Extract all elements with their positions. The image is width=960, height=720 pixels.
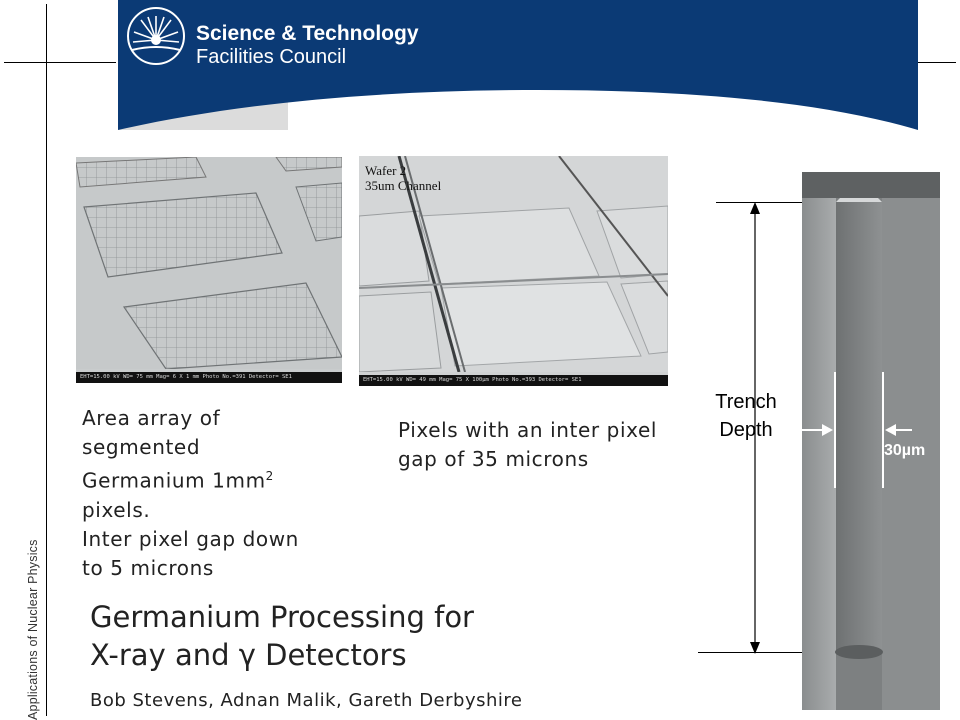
sidebar-course-title: Applications of Nuclear Physics: [26, 539, 40, 720]
left-frame-line: [46, 4, 47, 716]
org-name-line2: Facilities Council: [196, 46, 347, 68]
slide-title: [90, 598, 474, 674]
org-name-line1: Science & Technology: [196, 22, 419, 45]
array-caption-superscript: 2: [265, 469, 274, 483]
trench-label-line1: Trench: [715, 391, 777, 413]
array-caption-line4: pixels.: [82, 497, 151, 522]
pixel-caption-line2: gap of 35 microns: [398, 447, 589, 471]
sunburst-logo-icon: [126, 6, 186, 66]
array-sem-graphic: [76, 157, 342, 369]
width-label: 30µm: [884, 442, 926, 459]
slide-title-line1: Germanium Processing for: [90, 600, 474, 634]
width-arrow-left: [796, 422, 834, 438]
width-marker-left: [834, 372, 836, 488]
trench-sem-image: [802, 172, 940, 710]
pixel-sem-image: [359, 156, 668, 386]
pixel-sem-info: EHT=15.00 kV WD= 49 mm Mag= 75 X 100µm Photo No.=393 Detector= SE1: [359, 375, 668, 386]
width-arrow-right: [884, 422, 914, 438]
org-logo: [126, 6, 186, 66]
pixel-sem-label-line1: Wafer 2: [365, 163, 407, 178]
array-caption-line1: Area array of: [82, 406, 221, 430]
top-left-rule: [4, 62, 116, 63]
array-caption-line3-text: Germanium 1mm: [82, 468, 266, 493]
pixel-sem-label-line2: 35um Channel: [365, 178, 442, 193]
pixel-caption-line1: Pixels with an inter pixel: [398, 418, 658, 442]
array-caption: [82, 404, 362, 583]
trench-sem-graphic: [802, 172, 940, 710]
array-caption-line3: [82, 462, 362, 496]
array-sem-info: EHT=15.00 kV WD= 75 mm Mag= 6 X 1 mm Photo No.=391 Detector= SE1: [76, 372, 342, 383]
array-caption-line2: segmented: [82, 435, 201, 459]
authors: Bob Stevens, Adnan Malik, Gareth Derbyshire: [90, 690, 523, 711]
slide-title-line2: X-ray and γ Detectors: [90, 638, 407, 672]
array-sem-image: [76, 157, 342, 383]
array-caption-line6: to 5 microns: [82, 555, 214, 580]
array-caption-line5: Inter pixel gap down: [82, 526, 299, 551]
pixel-caption: [398, 416, 708, 474]
trench-label-line2: Depth: [719, 419, 773, 441]
top-right-rule: [918, 62, 956, 63]
